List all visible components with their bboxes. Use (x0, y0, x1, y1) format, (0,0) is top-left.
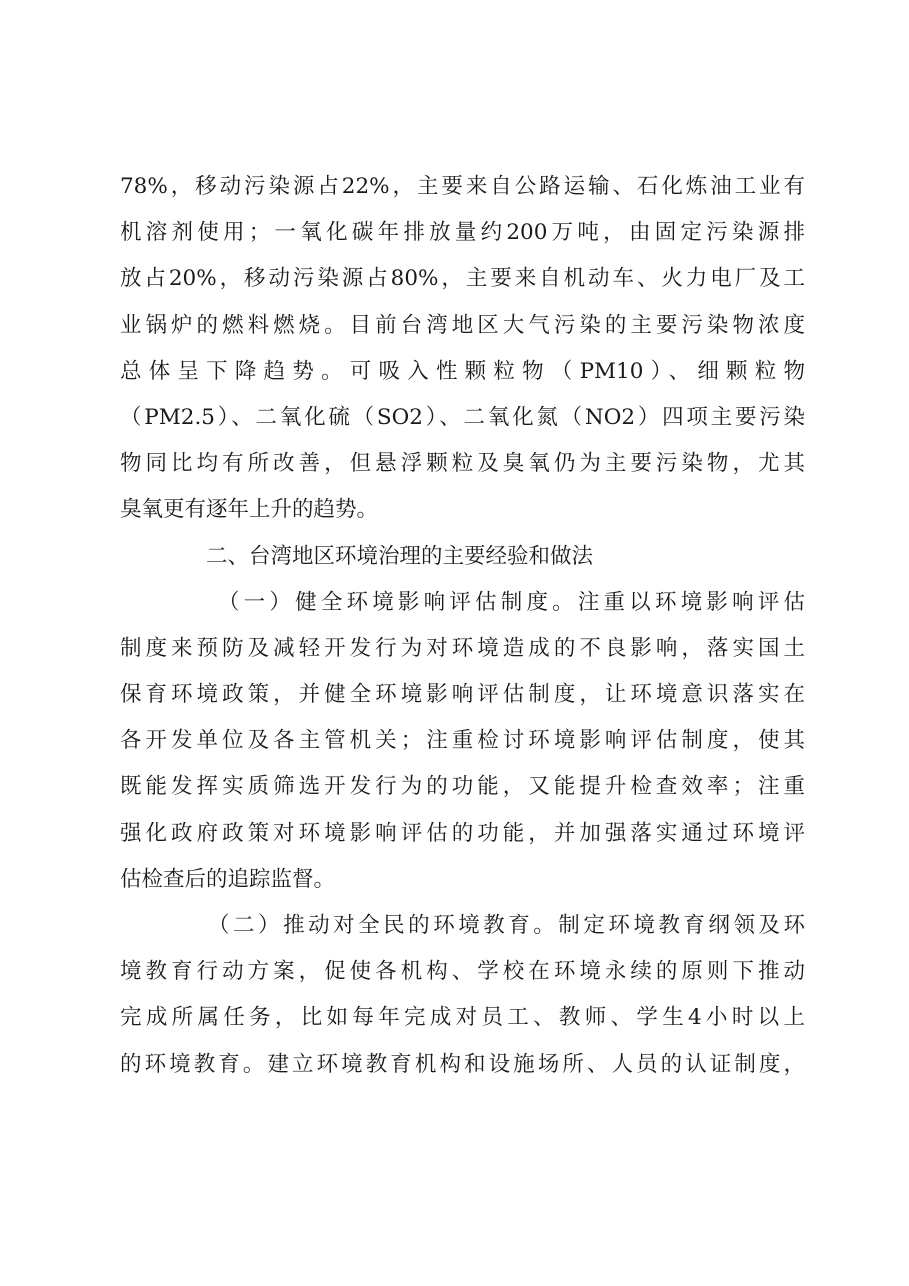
text-line-2: 机溶剂使用；一氧化碳年排放量约200万吨，由固定污染源排 (120, 220, 805, 246)
text-line-6: （PM2.5）、二氧化硫（SO2）、二氧化氮（NO2）四项主要污染 (120, 404, 805, 430)
text-line-12: 保育环境政策，并健全环境影响评估制度，让环境意识落实在 (120, 682, 805, 708)
text-line-4: 业锅炉的燃料燃烧。目前台湾地区大气污染的主要污染物浓度 (120, 312, 805, 338)
text-line-20: 的环境教育。建立环境教育机构和设施场所、人员的认证制度， (120, 1051, 805, 1077)
text-line-7: 物同比均有所改善，但悬浮颗粒及臭氧仍为主要污染物，尤其 (120, 451, 805, 477)
text-line-1: 78%，移动污染源占22%，主要来自公路运输、石化炼油工业有 (120, 174, 805, 199)
text-line-18: 境教育行动方案，促使各机构、学校在环境永续的原则下推动 (120, 959, 805, 985)
section-heading: 二、台湾地区环境治理的主要经验和做法 (206, 543, 594, 569)
text-line-15: 强化政府政策对环境影响评估的功能，并加强落实通过环境评 (120, 820, 805, 846)
text-line-5: 总体呈下降趋势。可吸入性颗粒物（PM10）、细颗粒物 (120, 358, 805, 384)
text-line-13: 各开发单位及各主管机关；注重检讨环境影响评估制度，使其 (120, 728, 805, 754)
text-line-11: 制度来预防及减轻开发行为对环境造成的不良影响，落实国土 (120, 635, 805, 661)
document-body (120, 164, 805, 1088)
text-line-3: 放占20%，移动污染源占80%，主要来自机动车、火力电厂及工 (120, 266, 805, 292)
subsection-heading-2: （二）推动对全民的环境教育。制定环境教育纲领及环 (208, 913, 805, 938)
subsection-heading-1: （一）健全环境影响评估制度。注重以环境影响评估 (218, 589, 805, 615)
text-line-19: 完成所属任务，比如每年完成对员工、教师、学生4小时以上 (120, 1005, 805, 1031)
text-line-16: 估检查后的追踪监督。 (120, 866, 336, 892)
text-line-8: 臭氧更有逐年上升的趋势。 (120, 497, 379, 523)
text-line-14: 既能发挥实质筛选开发行为的功能，又能提升检查效率；注重 (120, 774, 805, 800)
